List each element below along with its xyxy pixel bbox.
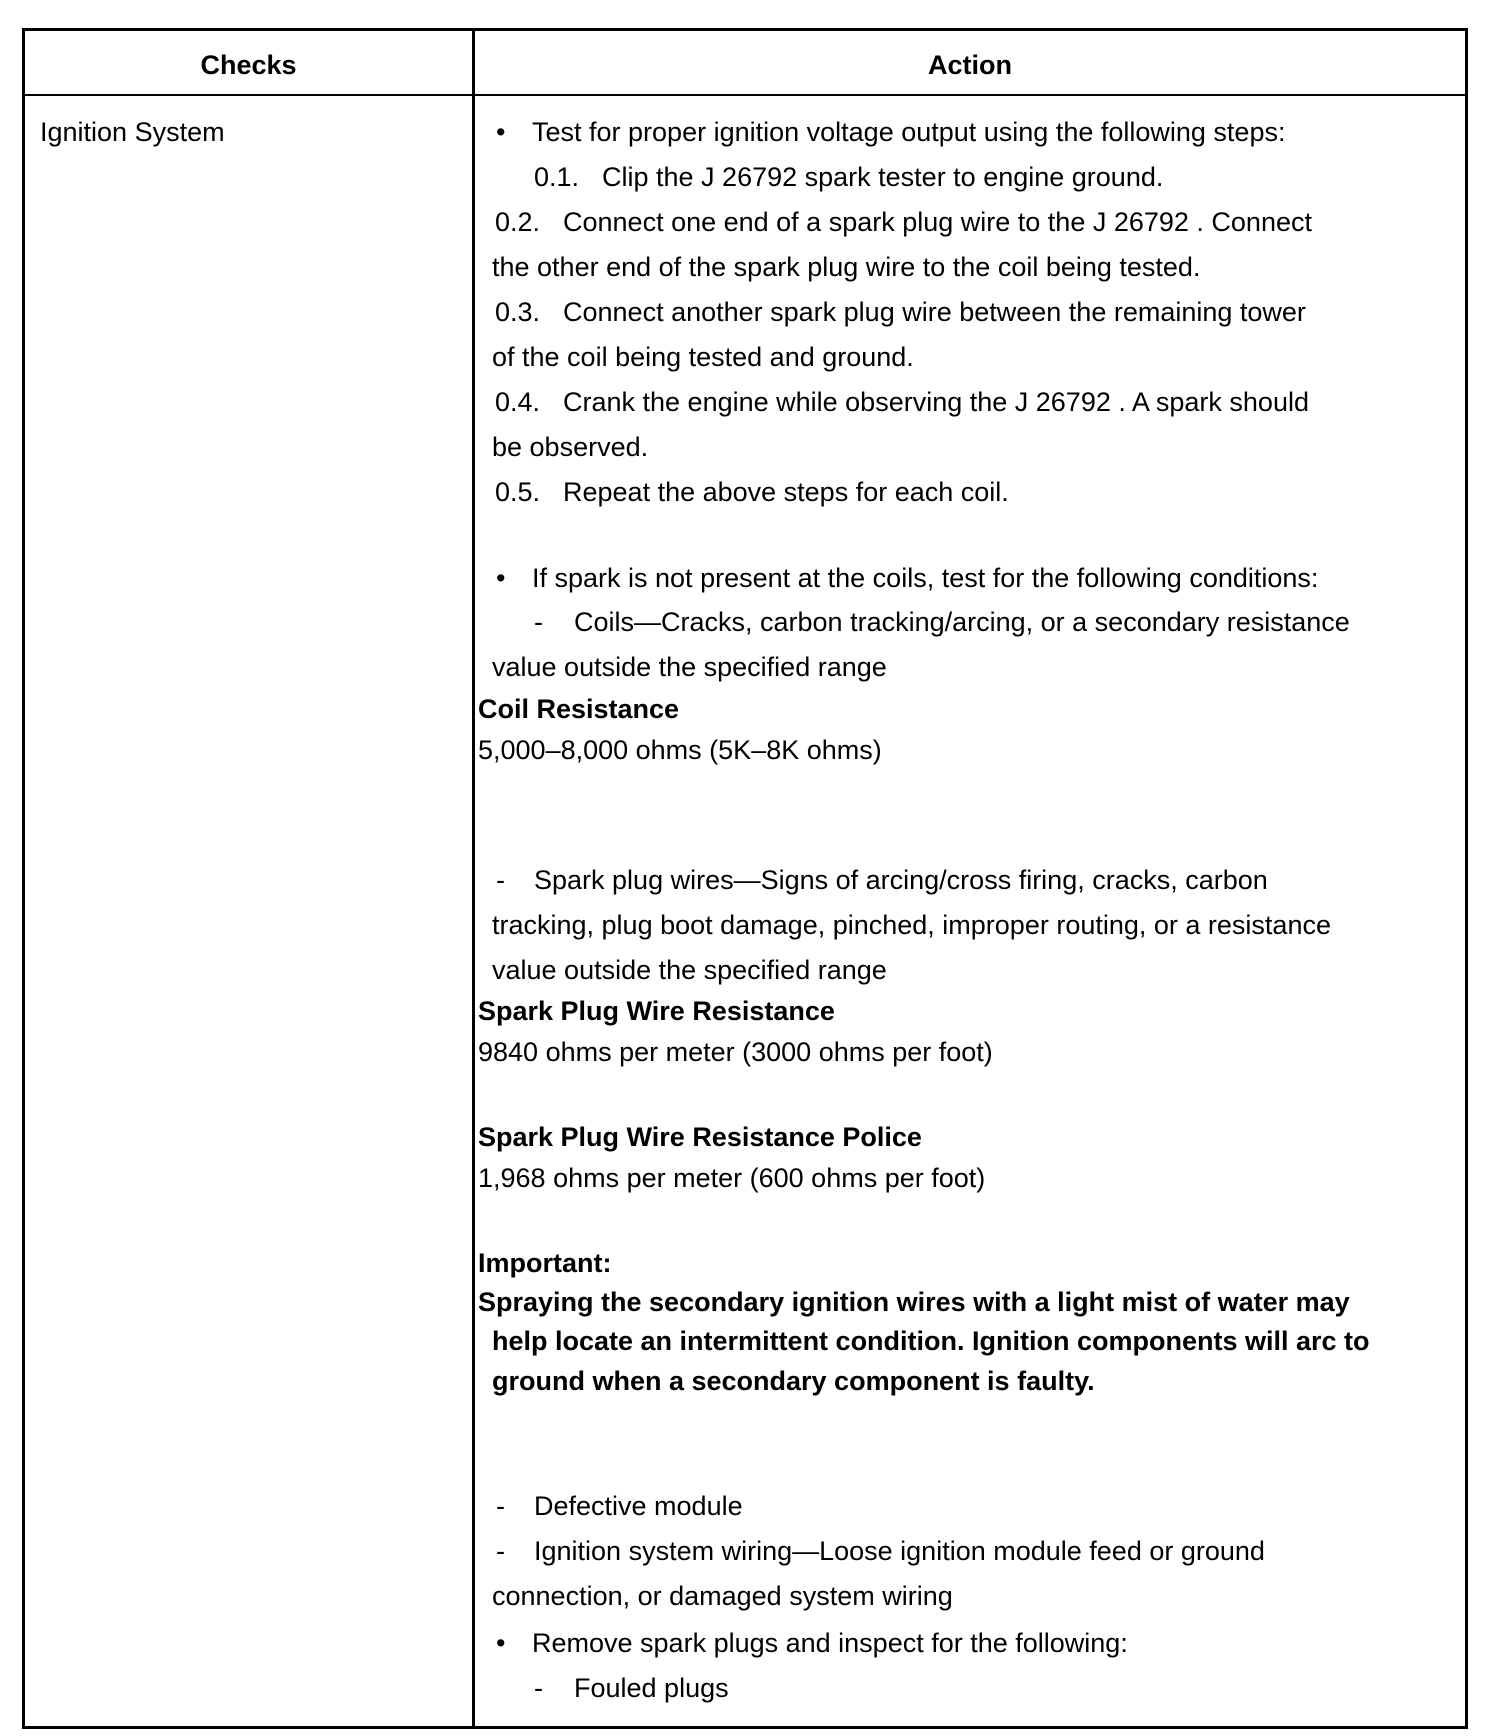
step3-line2: of the coil being tested and ground.: [492, 342, 914, 372]
column-divider: [472, 28, 475, 1729]
defective-module: Defective module: [534, 1491, 743, 1521]
dash-icon: -: [534, 607, 543, 637]
dash-icon: -: [496, 1536, 505, 1566]
step2-line1: Connect one end of a spark plug wire to the J 26792 . Connect: [563, 207, 1312, 237]
step5-line1: Repeat the above steps for each coil.: [563, 477, 1009, 507]
step4-number: 0.4.: [495, 387, 541, 417]
step2-line2: the other end of the spark plug wire to the coil being tested.: [492, 252, 1201, 282]
table-border-left: [22, 28, 25, 1729]
wiring-line1: Ignition system wiring—Loose ignition module feed or ground: [534, 1536, 1265, 1566]
step2-number: 0.2.: [495, 207, 541, 237]
coils-line2: value outside the specified range: [492, 652, 887, 682]
bullet2-text: If spark is not present at the coils, test for the following conditions:: [532, 563, 1319, 593]
header-action: Action: [928, 50, 1012, 80]
step1-number: 0.1.: [534, 162, 580, 192]
check-ignition-system: Ignition System: [40, 117, 225, 147]
important-label: Important:: [478, 1248, 612, 1278]
dash-icon: -: [534, 1673, 543, 1703]
coil-resistance-label: Coil Resistance: [478, 694, 680, 724]
dash-icon: -: [496, 1491, 505, 1521]
important-line3: ground when a secondary component is faulty.: [492, 1366, 1095, 1396]
wire-resistance-value: 9840 ohms per meter (3000 ohms per foot): [478, 1037, 993, 1067]
bullet-icon: •: [496, 117, 506, 147]
dash-icon: -: [496, 865, 505, 895]
wires-line1: Spark plug wires—Signs of arcing/cross firing, cracks, carbon: [534, 865, 1268, 895]
fouled-plugs: Fouled plugs: [574, 1673, 729, 1703]
coils-line1: Coils—Cracks, carbon tracking/arcing, or a secondary resistance: [574, 607, 1350, 637]
step1-line1: Clip the J 26792 spark tester to engine ground.: [602, 162, 1164, 192]
wire-police-resistance-label: Spark Plug Wire Resistance Police: [478, 1122, 922, 1152]
table-border-right: [1465, 28, 1468, 1729]
header-checks: Checks: [200, 50, 297, 80]
important-line2: help locate an intermittent condition. Ignition components will arc to: [492, 1326, 1370, 1356]
bullet-icon: •: [496, 563, 506, 593]
wires-line3: value outside the specified range: [492, 955, 887, 985]
step3-line1: Connect another spark plug wire between the remaining tower: [563, 297, 1306, 327]
step5-number: 0.5.: [495, 477, 541, 507]
wire-resistance-label: Spark Plug Wire Resistance: [478, 996, 835, 1026]
wires-line2: tracking, plug boot damage, pinched, improper routing, or a resistance: [492, 910, 1331, 940]
wire-police-resistance-value: 1,968 ohms per meter (600 ohms per foot): [478, 1163, 986, 1193]
step3-number: 0.3.: [495, 297, 541, 327]
bullet-icon: •: [496, 1628, 506, 1658]
table-border-top: [22, 28, 1468, 31]
wiring-line2: connection, or damaged system wiring: [492, 1581, 953, 1611]
step4-line1: Crank the engine while observing the J 26792 . A spark should: [563, 387, 1309, 417]
table-border-bottom: [22, 1726, 1468, 1729]
header-divider: [22, 94, 1468, 96]
coil-resistance-value: 5,000–8,000 ohms (5K–8K ohms): [478, 735, 882, 765]
bullet3-text: Remove spark plugs and inspect for the following:: [532, 1628, 1128, 1658]
bullet1-text: Test for proper ignition voltage output using the following steps:: [532, 117, 1286, 147]
step4-line2: be observed.: [492, 432, 649, 462]
important-line1: Spraying the secondary ignition wires with a light mist of water may: [478, 1287, 1350, 1317]
